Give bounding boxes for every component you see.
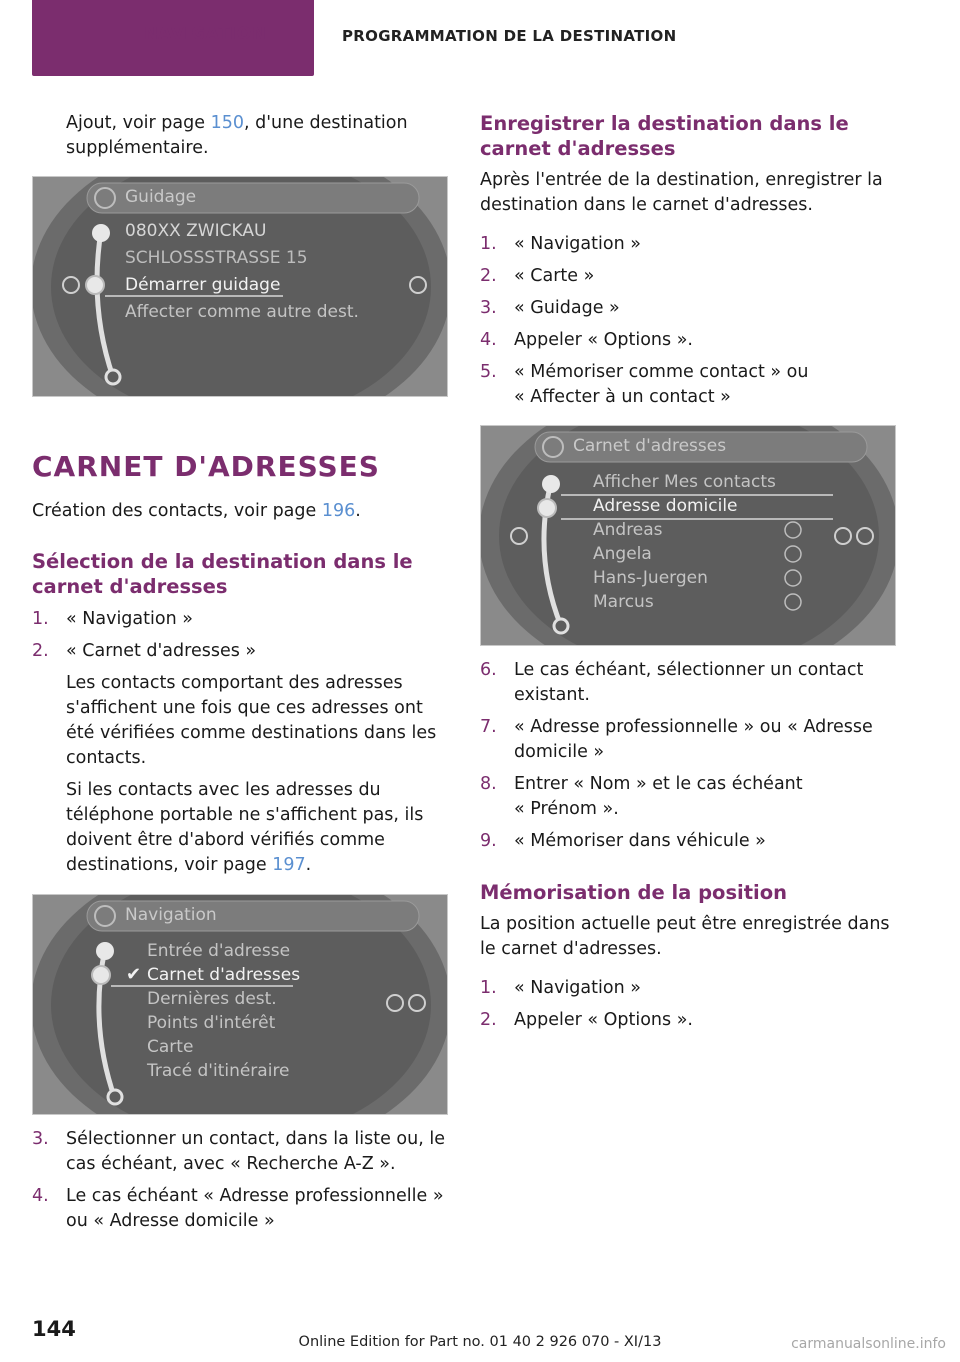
checkmark-icon: ✔ [126, 964, 142, 985]
step-text: « Mémoriser comme contact » ou « Affecter à un contact » [514, 362, 809, 407]
section-heading: CARNET D'ADRESSES [32, 450, 380, 483]
step-text: Appeler « Options ». [514, 330, 693, 350]
shot-item: SCHLOSSSTRASSE 15 [125, 248, 308, 268]
step-number: 2. [480, 266, 497, 286]
step-item [32, 639, 448, 878]
watermark: carmanualsonline.info [791, 1336, 946, 1352]
step-number: 9. [480, 831, 497, 851]
page-number: 144 [32, 1317, 76, 1341]
step-text: « Navigation » [514, 978, 641, 998]
step-text: Sélectionner un contact, dans la liste ou, le cas échéant, avec « Recherche A-Z ». [66, 1129, 445, 1174]
shot-item: Points d'intérêt [147, 1013, 276, 1033]
step-text: Appeler « Options ». [514, 1010, 693, 1030]
screenshot-navigation [32, 894, 448, 1115]
step-number: 4. [480, 330, 497, 350]
step-number: 2. [480, 1010, 497, 1030]
edition-note: Online Edition for Part no. 01 40 2 926 070 - XI/13 [298, 1334, 662, 1350]
step-text: « Navigation » [514, 234, 641, 254]
page-link-196[interactable]: 196 [321, 501, 356, 521]
step-number: 1. [32, 609, 49, 629]
step-item [480, 715, 880, 765]
step-note: Les contacts comportant des adresses s'affichent une fois que ces adresses ont été vérifiées comme destinations dans les contacts. [66, 673, 437, 768]
step-item [32, 1127, 448, 1177]
shot-item: Andreas [593, 520, 663, 540]
step-item [480, 264, 896, 289]
step-text: Entrer « Nom » et le cas échéant « Prénom ». [514, 774, 803, 819]
steps-list-right-c [480, 976, 896, 1033]
step-text: « Navigation » [66, 609, 193, 629]
page-link-150[interactable]: 150 [210, 113, 244, 133]
shot-item-selected: Adresse domicile [593, 496, 738, 516]
step-number: 1. [480, 978, 497, 998]
step-item [32, 1184, 448, 1234]
step-item [480, 658, 896, 708]
position-intro: La position actuelle peut être enregistrée dans le carnet d'adresses. [480, 914, 890, 959]
subheading-selection: Sélection de la destination dans le carnet d'adresses [32, 550, 413, 598]
step-number: 8. [480, 774, 497, 794]
page-link-197[interactable]: 197 [272, 855, 306, 875]
shot-title: Carnet d'adresses [573, 436, 727, 456]
header-tab-label: NAVIGATION [143, 24, 267, 44]
shot-item: Tracé d'itinéraire [147, 1061, 290, 1081]
step-text: « Adresse professionnelle » ou « Adresse domicile » [514, 717, 873, 762]
shot-title: Guidage [125, 187, 197, 207]
steps-list-a [32, 607, 448, 878]
screenshot-carnet [480, 425, 896, 646]
step-text: Le cas échéant « Adresse professionnelle » ou « Adresse domicile » [66, 1186, 444, 1231]
step-note [66, 778, 442, 878]
intro-text-end: , d'une destination supplémentaire. [66, 113, 408, 158]
step-text: « Mémoriser dans véhicule » [514, 831, 766, 851]
step-text: « Carnet d'adresses » [66, 641, 257, 661]
intro-paragraph [66, 111, 426, 161]
step-number: 7. [480, 717, 497, 737]
step-number: 2. [32, 641, 49, 661]
step-item [32, 607, 448, 632]
subheading-position: Mémorisation de la position [480, 881, 788, 904]
step-number: 1. [480, 234, 497, 254]
shot-item: Hans-Juergen [593, 568, 708, 588]
step-item [480, 360, 810, 410]
step-number: 3. [32, 1129, 49, 1149]
step-item [480, 232, 896, 257]
step-text: Le cas échéant, sélectionner un contact existant. [514, 660, 864, 705]
creation-text: Création des contacts, voir page [32, 501, 322, 521]
step-item [480, 772, 810, 822]
shot-item: Entrée d'adresse [147, 941, 291, 961]
intro-text: Ajout, voir page [66, 113, 211, 133]
steps-list-right-b [480, 658, 896, 854]
step-number: 5. [480, 362, 497, 382]
steps-list-b [32, 1127, 448, 1234]
step-note-text: Si les contacts avec les adresses du téléphone portable ne s'affichent pas, ils doivent être d'abord vérifiés comme destinations, voir page [66, 780, 424, 875]
step-item [480, 296, 896, 321]
shot-item: 080XX ZWICKAU [125, 221, 267, 241]
step-number: 6. [480, 660, 497, 680]
step-item [480, 1008, 896, 1033]
step-number: 4. [32, 1186, 49, 1206]
shot-item-selected: Carnet d'adresses [147, 965, 301, 985]
shot-item: Marcus [593, 592, 654, 612]
shot-item: Carte [147, 1037, 194, 1057]
step-text: « Guidage » [514, 298, 620, 318]
creation-paragraph [32, 499, 448, 524]
step-number: 3. [480, 298, 497, 318]
step-item [480, 328, 896, 353]
steps-list-right-a [480, 232, 896, 410]
section-title: PROGRAMMATION DE LA DESTINATION [342, 27, 677, 45]
step-note-text-end: . [305, 855, 312, 875]
creation-text-end: . [355, 501, 361, 521]
shot-item: Angela [593, 544, 652, 564]
step-item [480, 976, 896, 1001]
save-intro: Après l'entrée de la destination, enregistrer la destination dans le carnet d'adresses. [480, 170, 883, 215]
shot-title: Navigation [125, 905, 217, 925]
shot-item: Afficher Mes contacts [593, 472, 776, 492]
shot-item: Affecter comme autre dest. [125, 302, 359, 322]
shot-item-selected: Démarrer guidage [125, 275, 281, 295]
subheading-save: Enregistrer la destination dans le carnet d'adresses [480, 112, 849, 160]
step-item [480, 829, 896, 854]
screenshot-guidage [32, 176, 448, 397]
step-text: « Carte » [514, 266, 595, 286]
shot-item: Dernières dest. [147, 989, 277, 1009]
